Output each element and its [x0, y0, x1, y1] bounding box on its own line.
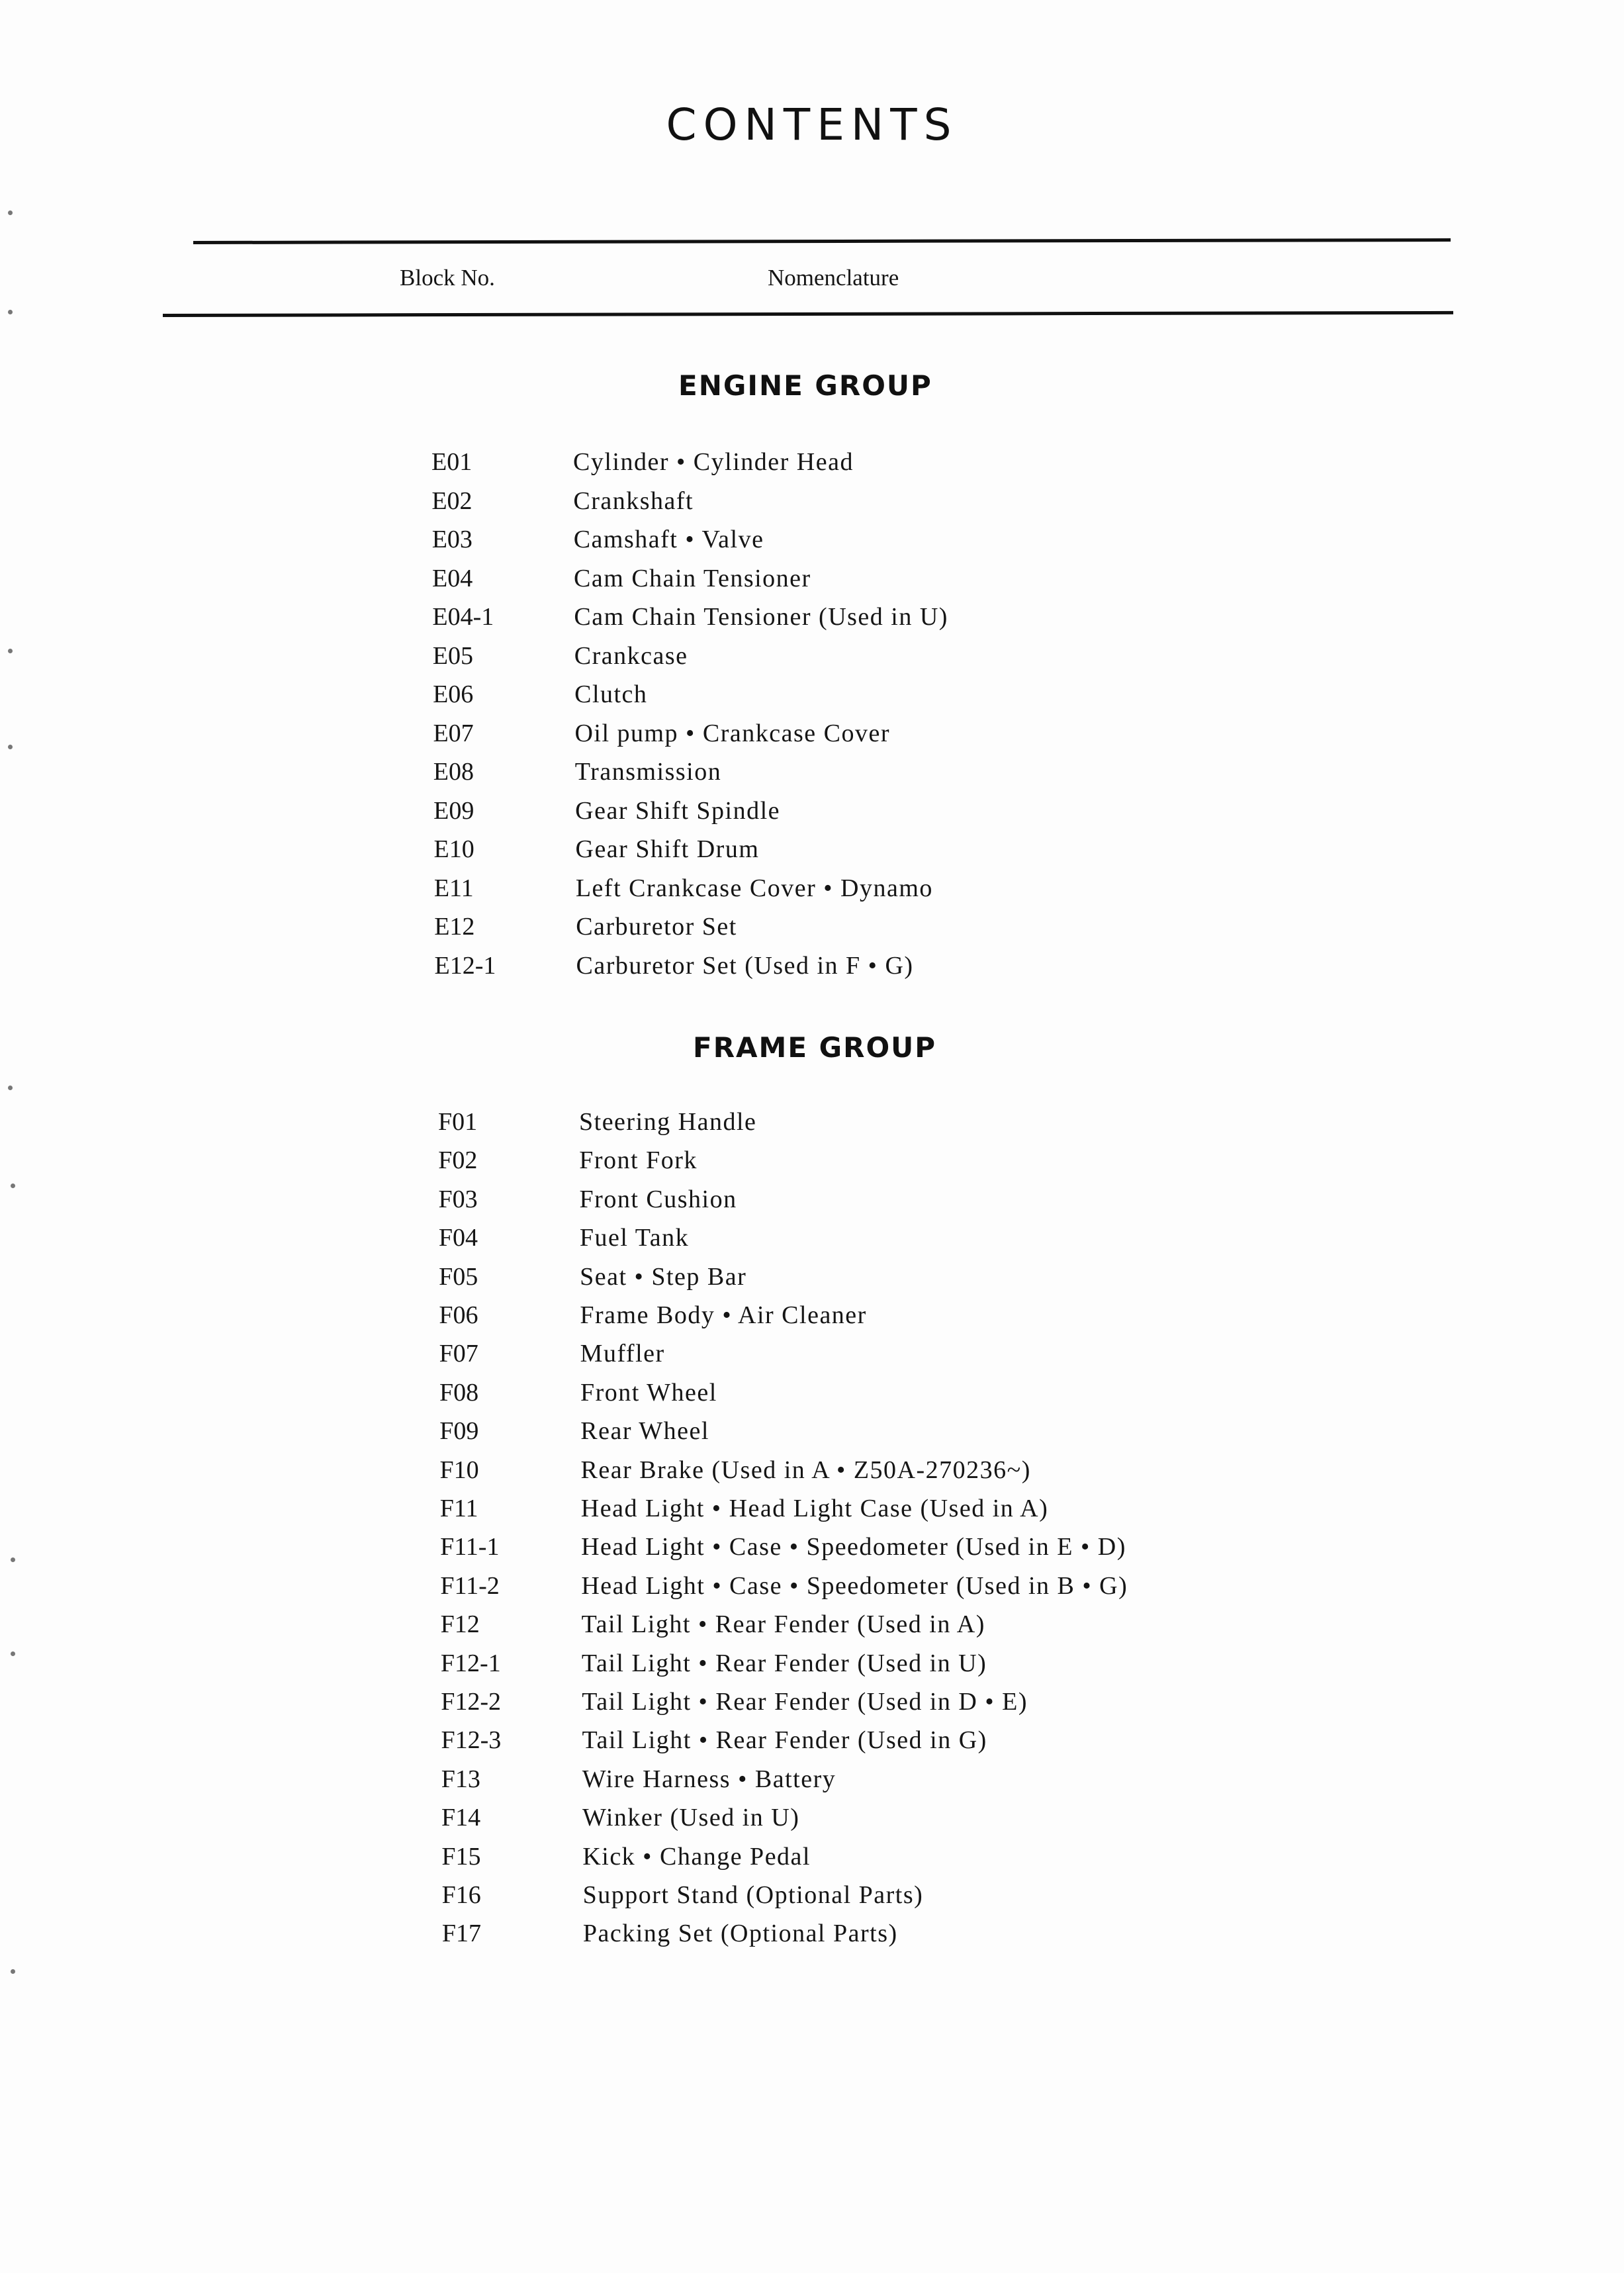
- block-number: E09: [433, 796, 474, 825]
- nomenclature: Support Stand (Optional Parts): [582, 1881, 924, 1909]
- nomenclature: Camshaft • Valve: [573, 526, 764, 553]
- nomenclature: Transmission: [574, 758, 722, 786]
- nomenclature: Steering Handle: [579, 1108, 757, 1136]
- block-number: F12-3: [441, 1726, 502, 1755]
- nomenclature: Winker (Used in U): [582, 1804, 800, 1832]
- nomenclature: Frame Body • Air Cleaner: [580, 1301, 867, 1329]
- block-number: E07: [433, 719, 474, 747]
- nomenclature: Wire Harness • Battery: [582, 1765, 836, 1793]
- block-number: F10: [439, 1456, 479, 1484]
- nomenclature: Head Light • Head Light Case (Used in A): [580, 1495, 1049, 1522]
- block-number: F06: [439, 1301, 478, 1329]
- nomenclature: Tail Light • Rear Fender (Used in G): [582, 1726, 987, 1755]
- block-number: F01: [438, 1108, 478, 1136]
- block-number: F17: [441, 1920, 482, 1948]
- block-number: E02: [431, 487, 473, 515]
- block-number: F08: [439, 1378, 479, 1407]
- nomenclature: Crankshaft: [573, 487, 694, 515]
- nomenclature: Front Fork: [579, 1146, 698, 1175]
- nomenclature: Fuel Tank: [579, 1224, 690, 1252]
- block-number: F12: [440, 1610, 480, 1639]
- binding-mark: [8, 649, 13, 653]
- block-number: F12-1: [440, 1649, 501, 1677]
- nomenclature: Seat • Step Bar: [580, 1262, 747, 1291]
- block-number: F11: [439, 1495, 478, 1522]
- nomenclature: Cam Chain Tensioner (Used in U): [574, 603, 948, 631]
- binding-mark: [11, 1183, 15, 1188]
- nomenclature: Cam Chain Tensioner: [574, 564, 811, 592]
- block-number: F12-2: [441, 1688, 501, 1716]
- nomenclature: Gear Shift Spindle: [575, 796, 780, 825]
- block-number: E04-1: [432, 603, 494, 631]
- block-number: E12: [434, 913, 475, 941]
- block-number: F15: [441, 1842, 481, 1871]
- nomenclature: Rear Wheel: [580, 1417, 709, 1446]
- header-top-rule: [193, 238, 1451, 244]
- block-number: F11-2: [440, 1571, 500, 1600]
- nomenclature: Packing Set (Optional Parts): [582, 1920, 898, 1948]
- nomenclature: Left Crankcase Cover • Dynamo: [575, 874, 933, 902]
- binding-mark: [11, 1651, 15, 1656]
- engine-group-title: ENGINE GROUP: [678, 369, 932, 402]
- block-number: F05: [439, 1262, 478, 1291]
- block-number: F13: [441, 1765, 480, 1793]
- nomenclature: Carburetor Set (Used in F • G): [576, 951, 914, 980]
- block-number: E08: [433, 758, 474, 786]
- block-number: F03: [438, 1185, 478, 1213]
- block-number: E04: [432, 564, 473, 592]
- binding-mark: [8, 310, 13, 314]
- block-number: E03: [431, 526, 473, 553]
- block-number: E10: [433, 835, 474, 863]
- column-header-nomenclature: Nomenclature: [768, 265, 899, 291]
- nomenclature: Clutch: [574, 680, 648, 708]
- block-number: E11: [433, 874, 474, 902]
- nomenclature: Rear Brake (Used in A • Z50A-270236~): [580, 1456, 1031, 1484]
- nomenclature: Front Cushion: [579, 1185, 737, 1213]
- block-number: F02: [438, 1146, 478, 1175]
- block-number: E01: [431, 448, 473, 476]
- nomenclature: Oil pump • Crankcase Cover: [574, 719, 890, 747]
- block-number: F16: [441, 1881, 481, 1909]
- block-number: F09: [439, 1417, 479, 1446]
- column-header-block-no: Block No.: [400, 265, 495, 291]
- block-number: E05: [432, 641, 473, 670]
- nomenclature: Tail Light • Rear Fender (Used in U): [581, 1649, 987, 1677]
- nomenclature: Head Light • Case • Speedometer (Used in E • D): [581, 1533, 1126, 1561]
- binding-mark: [8, 745, 13, 749]
- nomenclature: Tail Light • Rear Fender (Used in A): [581, 1610, 985, 1639]
- header-bottom-rule: [163, 311, 1453, 317]
- frame-group-title: FRAME GROUP: [693, 1031, 937, 1064]
- nomenclature: Cylinder • Cylinder Head: [573, 448, 854, 476]
- block-number: F04: [438, 1224, 478, 1252]
- nomenclature: Gear Shift Drum: [575, 835, 760, 863]
- nomenclature: Tail Light • Rear Fender (Used in D • E): [582, 1688, 1028, 1716]
- block-number: F14: [441, 1804, 481, 1832]
- nomenclature: Carburetor Set: [576, 913, 737, 941]
- binding-mark: [11, 1969, 15, 1974]
- nomenclature: Crankcase: [574, 641, 688, 670]
- binding-mark: [8, 210, 13, 215]
- block-number: E06: [433, 680, 474, 708]
- nomenclature: Muffler: [580, 1340, 665, 1368]
- block-number: E12-1: [434, 951, 496, 980]
- binding-mark: [11, 1557, 15, 1562]
- page-title: CONTENTS: [666, 99, 958, 150]
- nomenclature: Kick • Change Pedal: [582, 1842, 811, 1871]
- nomenclature: Head Light • Case • Speedometer (Used in B • G): [581, 1571, 1128, 1600]
- binding-mark: [8, 1086, 13, 1090]
- block-number: F11-1: [440, 1533, 500, 1561]
- nomenclature: Front Wheel: [580, 1378, 717, 1407]
- block-number: F07: [439, 1340, 478, 1368]
